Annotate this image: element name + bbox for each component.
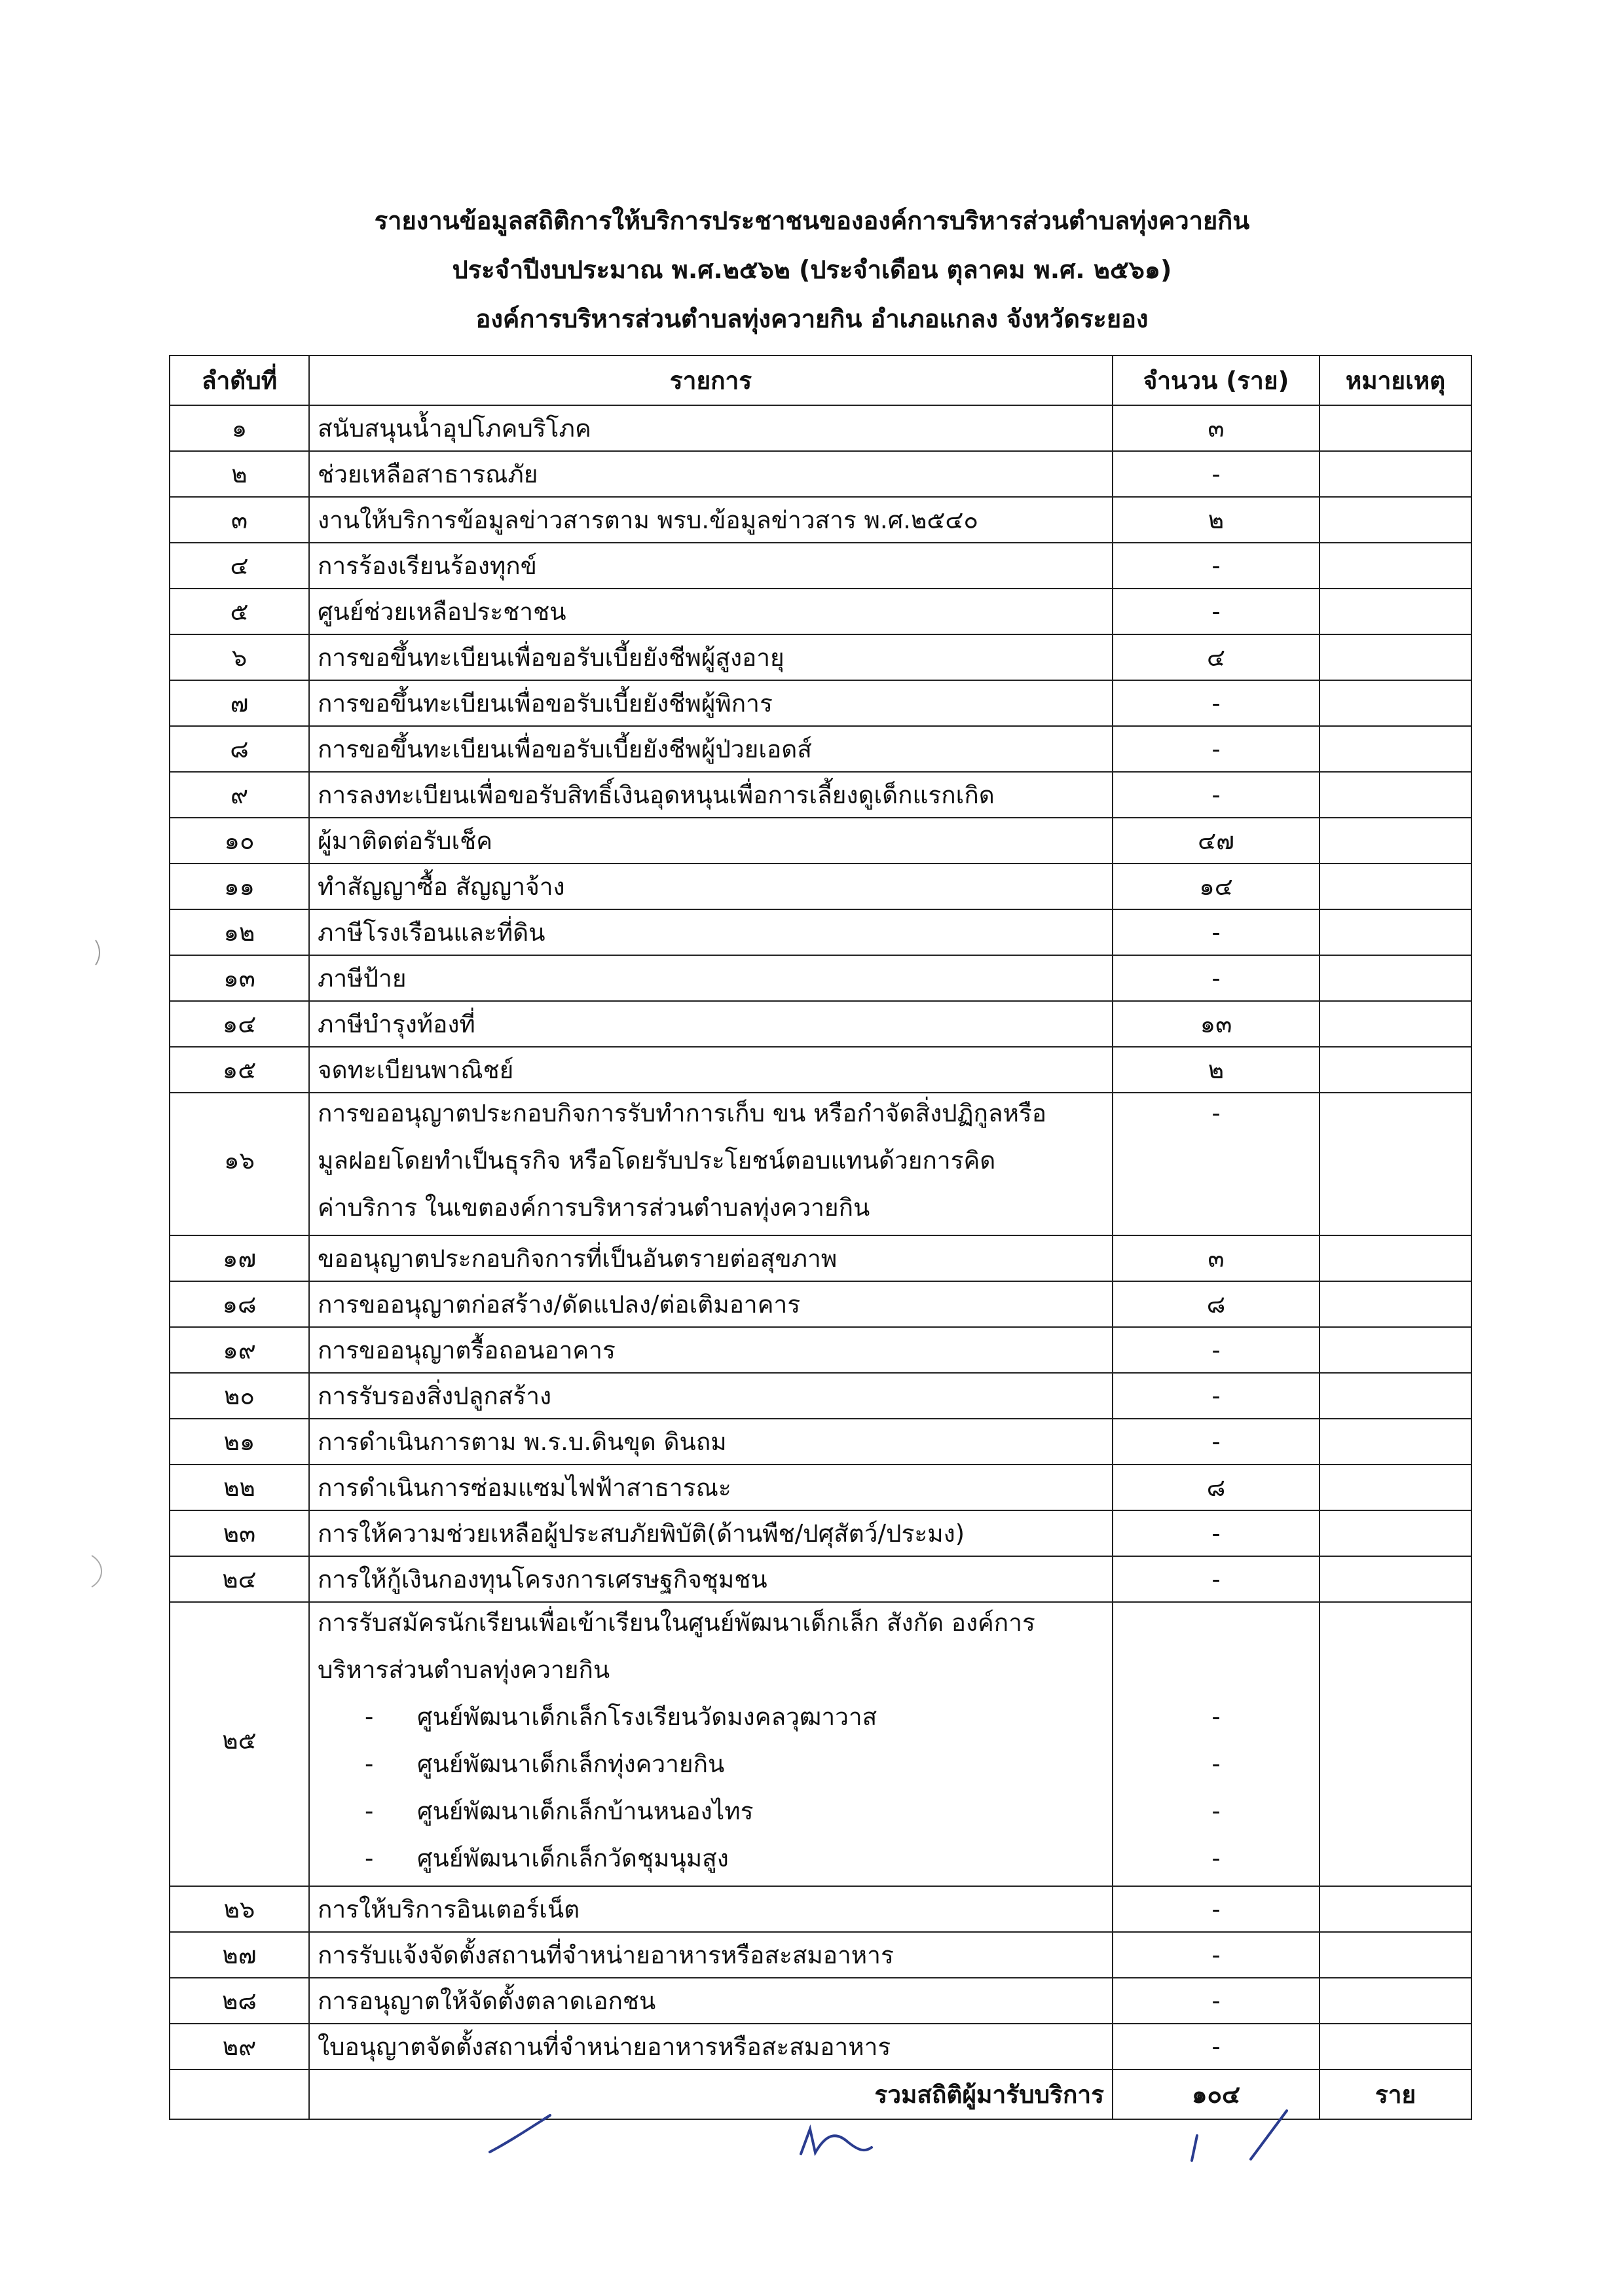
sub-item [318, 1744, 1104, 1791]
row-note [1320, 1327, 1471, 1373]
row-count: - [1113, 680, 1320, 726]
row-item: การดำเนินการตาม พ.ร.บ.ดินขุด ดินถม [309, 1419, 1113, 1465]
row-count: - [1113, 1510, 1320, 1556]
row-item: การให้บริการอินเตอร์เน็ต [309, 1886, 1113, 1932]
table-row [170, 1047, 1471, 1093]
column-header-count: จำนวน (ราย) [1113, 355, 1320, 405]
table-row [170, 1001, 1471, 1047]
sub-item-bullet: - [365, 1703, 374, 1731]
row-number: ๑๙ [170, 1327, 309, 1373]
table-row [170, 1093, 1471, 1235]
scan-edge-mark [92, 936, 105, 969]
total-label: รวมสถิติผู้มารับบริการ [309, 2069, 1113, 2119]
table-row [170, 543, 1471, 589]
row-item: การดำเนินการซ่อมแซมไฟฟ้าสาธารณะ [309, 1465, 1113, 1510]
row-item: ทำสัญญาซื้อ สัญญาจ้าง [309, 864, 1113, 909]
row-note [1320, 451, 1471, 497]
table-row [170, 818, 1471, 864]
row-item-line: มูลฝอยโดยทำเป็นธุรกิจ หรือโดยรับประโยชน์ตอบแทนด้วยการคิด [318, 1146, 996, 1175]
row-number-text: ๒๕ [222, 1726, 257, 1755]
table-row [170, 909, 1471, 955]
row-count: ๘ [1113, 1465, 1320, 1510]
row-count: ๔ [1113, 634, 1320, 680]
row-note [1320, 1093, 1471, 1235]
row-number: ๒ [170, 451, 309, 497]
row-number: ๑๕ [170, 1047, 309, 1093]
row-item: การขออนุญาตรื้อถอนอาคาร [309, 1327, 1113, 1373]
row-number: ๑๑ [170, 864, 309, 909]
sub-item-label: ศูนย์พัฒนาเด็กเล็กบ้านหนองไทร [417, 1797, 754, 1825]
row-item: การขออนุญาตก่อสร้าง/ดัดแปลง/ต่อเติมอาคาร [309, 1281, 1113, 1327]
row-number: ๑ [170, 405, 309, 451]
row-note [1320, 1373, 1471, 1419]
row-count-line [1121, 1188, 1311, 1235]
row-number [170, 1093, 309, 1235]
row-note [1320, 497, 1471, 543]
row-count: ๔๗ [1113, 818, 1320, 864]
table-row [170, 2024, 1471, 2069]
row-item-line: การรับสมัครนักเรียนเพื่อเข้าเรียนในศูนย์พัฒนาเด็กเล็ก สังกัด องค์การ [318, 1609, 1035, 1637]
table-header-row [170, 355, 1471, 405]
table-row [170, 680, 1471, 726]
table-row [170, 1235, 1471, 1281]
row-count: - [1113, 1886, 1320, 1932]
row-count: - [1113, 1373, 1320, 1419]
row-count: - [1113, 451, 1320, 497]
row-item: การลงทะเบียนเพื่อขอรับสิทธิ์เงินอุดหนุนเพื่อการเลี้ยงดูเด็กแรกเกิด [309, 772, 1113, 818]
row-note [1320, 1419, 1471, 1465]
row-item-line: ค่าบริการ ในเขตองค์การบริหารส่วนตำบลทุ่งควายกิน [318, 1194, 870, 1222]
row-count: - [1113, 589, 1320, 634]
row-count [1113, 1602, 1320, 1886]
sub-item [318, 1697, 1104, 1744]
row-number: ๑๐ [170, 818, 309, 864]
row-number: ๒๓ [170, 1510, 309, 1556]
row-number: ๒๐ [170, 1373, 309, 1419]
total-value: ๑๐๔ [1113, 2069, 1320, 2119]
row-item [309, 1602, 1113, 1886]
row-note [1320, 1047, 1471, 1093]
sub-item-label: ศูนย์พัฒนาเด็กเล็กวัดชุมนุมสูง [417, 1844, 729, 1872]
row-note [1320, 1281, 1471, 1327]
row-item: ศูนย์ช่วยเหลือประชาชน [309, 589, 1113, 634]
row-number: ๒๑ [170, 1419, 309, 1465]
row-count [1113, 1093, 1320, 1235]
sub-item [318, 1838, 1104, 1886]
row-note [1320, 1886, 1471, 1932]
row-count: - [1113, 772, 1320, 818]
report-period: ประจำปีงบประมาณ พ.ศ.๒๕๖๒ (ประจำเดือน ตุลาคม พ.ศ. ๒๕๖๑) [452, 255, 1172, 284]
row-item: การร้องเรียนร้องทุกข์ [309, 543, 1113, 589]
row-item: การให้ความช่วยเหลือผู้ประสบภัยพิบัติ(ด้านพืช/ปศุสัตว์/ประมง) [309, 1510, 1113, 1556]
row-number: ๒๘ [170, 1978, 309, 2024]
row-number [170, 1602, 309, 1886]
table-row [170, 1978, 1471, 2024]
row-count-line [1121, 1650, 1311, 1697]
statistics-table [169, 355, 1472, 2120]
column-header-note: หมายเหตุ [1320, 355, 1471, 405]
table-row [170, 451, 1471, 497]
total-row [170, 2069, 1471, 2119]
sub-item-count: - [1211, 1703, 1221, 1731]
sub-item-bullet: - [365, 1797, 374, 1825]
sub-item-label: ศูนย์พัฒนาเด็กเล็กทุ่งควายกิน [417, 1750, 725, 1778]
row-number: ๘ [170, 726, 309, 772]
scan-edge-mark [85, 1552, 111, 1591]
table-row [170, 1556, 1471, 1602]
row-note [1320, 1602, 1471, 1886]
sub-item-count: - [1211, 1797, 1221, 1825]
row-count: - [1113, 1327, 1320, 1373]
sub-item-count: - [1211, 1750, 1221, 1778]
row-item: งานให้บริการข้อมูลข่าวสารตาม พรบ.ข้อมูลข่าวสาร พ.ศ.๒๕๔๐ [309, 497, 1113, 543]
row-number-text: ๑๖ [224, 1146, 255, 1175]
table-row [170, 1281, 1471, 1327]
table-row [170, 1932, 1471, 1978]
report-title: รายงานข้อมูลสถิติการให้บริการประชาชนขององค์การบริหารส่วนตำบลทุ่งควายกิน [374, 206, 1250, 235]
row-note [1320, 1556, 1471, 1602]
row-note [1320, 864, 1471, 909]
table-row [170, 634, 1471, 680]
row-count-line [1121, 1603, 1311, 1650]
row-item: สนับสนุนน้ำอุปโภคบริโภค [309, 405, 1113, 451]
row-number: ๑๗ [170, 1235, 309, 1281]
row-count: - [1113, 1556, 1320, 1602]
table-row [170, 1465, 1471, 1510]
row-item: การรับแจ้งจัดตั้งสถานที่จำหน่ายอาหารหรือสะสมอาหาร [309, 1932, 1113, 1978]
row-number: ๒๖ [170, 1886, 309, 1932]
row-note [1320, 589, 1471, 634]
row-item-line: การขออนุญาตประกอบกิจการรับทำการเก็บ ขน หรือกำจัดสิ่งปฏิกูลหรือ [318, 1099, 1047, 1127]
row-number: ๑๓ [170, 955, 309, 1001]
row-number: ๕ [170, 589, 309, 634]
row-count: - [1113, 726, 1320, 772]
row-number: ๓ [170, 497, 309, 543]
row-count: - [1113, 1978, 1320, 2024]
table-row [170, 1327, 1471, 1373]
row-item: ภาษีป้าย [309, 955, 1113, 1001]
row-item [309, 1093, 1113, 1235]
table-row [170, 1419, 1471, 1465]
table-row [170, 864, 1471, 909]
row-count: ๓ [1113, 405, 1320, 451]
row-note [1320, 955, 1471, 1001]
table-row [170, 589, 1471, 634]
row-item: ภาษีบำรุงท้องที่ [309, 1001, 1113, 1047]
sub-item [318, 1791, 1104, 1838]
table-row [170, 772, 1471, 818]
row-item: ขออนุญาตประกอบกิจการที่เป็นอันตรายต่อสุขภาพ [309, 1235, 1113, 1281]
row-note [1320, 1001, 1471, 1047]
row-note [1320, 1978, 1471, 2024]
row-note [1320, 1235, 1471, 1281]
total-unit: ราย [1320, 2069, 1471, 2119]
row-count: - [1113, 1419, 1320, 1465]
row-count: - [1113, 909, 1320, 955]
row-note [1320, 405, 1471, 451]
row-note [1320, 2024, 1471, 2069]
row-note [1320, 726, 1471, 772]
row-note [1320, 1510, 1471, 1556]
row-number: ๗ [170, 680, 309, 726]
row-number: ๒๙ [170, 2024, 309, 2069]
row-note [1320, 818, 1471, 864]
row-item: การขอขึ้นทะเบียนเพื่อขอรับเบี้ยยังชีพผู้ป่วยเอดส์ [309, 726, 1113, 772]
row-item: ใบอนุญาตจัดตั้งสถานที่จำหน่ายอาหารหรือสะสมอาหาร [309, 2024, 1113, 2069]
total-empty-cell [170, 2069, 309, 2119]
report-header [0, 196, 1624, 344]
row-count: ๒ [1113, 497, 1320, 543]
row-note [1320, 909, 1471, 955]
table-row [170, 1886, 1471, 1932]
row-note [1320, 1465, 1471, 1510]
sub-item-count: - [1211, 1844, 1221, 1872]
sub-item-bullet: - [365, 1750, 374, 1778]
row-number: ๙ [170, 772, 309, 818]
row-item: ภาษีโรงเรือนและที่ดิน [309, 909, 1113, 955]
row-note [1320, 680, 1471, 726]
row-count: - [1113, 543, 1320, 589]
row-number: ๒๔ [170, 1556, 309, 1602]
row-count: ๑๓ [1113, 1001, 1320, 1047]
row-count: ๒ [1113, 1047, 1320, 1093]
table-row [170, 1373, 1471, 1419]
row-item-line: บริหารส่วนตำบลทุ่งควายกิน [318, 1656, 610, 1684]
row-count: ๓ [1113, 1235, 1320, 1281]
row-count: ๑๔ [1113, 864, 1320, 909]
row-item: การอนุญาตให้จัดตั้งตลาดเอกชน [309, 1978, 1113, 2024]
table-body [170, 405, 1471, 2069]
row-item: ผู้มาติดต่อรับเช็ค [309, 818, 1113, 864]
column-header-number: ลำดับที่ [170, 355, 309, 405]
row-count: - [1113, 955, 1320, 1001]
row-note [1320, 1932, 1471, 1978]
row-count: ๘ [1113, 1281, 1320, 1327]
table-row [170, 1510, 1471, 1556]
table-row [170, 955, 1471, 1001]
row-item: การขอขึ้นทะเบียนเพื่อขอรับเบี้ยยังชีพผู้สูงอายุ [309, 634, 1113, 680]
row-number: ๑๒ [170, 909, 309, 955]
row-number: ๑๔ [170, 1001, 309, 1047]
row-number: ๑๘ [170, 1281, 309, 1327]
sub-item-bullet: - [365, 1844, 374, 1872]
row-count: - [1113, 2024, 1320, 2069]
report-organization: องค์การบริหารส่วนตำบลทุ่งควายกิน อำเภอแกลง จังหวัดระยอง [475, 304, 1149, 333]
sub-item-label: ศูนย์พัฒนาเด็กเล็กโรงเรียนวัดมงคลวุฒาวาส [417, 1703, 877, 1731]
row-item: จดทะเบียนพาณิชย์ [309, 1047, 1113, 1093]
table-row [170, 1602, 1471, 1886]
row-number: ๔ [170, 543, 309, 589]
row-item: การรับรองสิ่งปลูกสร้าง [309, 1373, 1113, 1419]
table-row [170, 405, 1471, 451]
row-item: ช่วยเหลือสาธารณภัย [309, 451, 1113, 497]
row-number: ๒๒ [170, 1465, 309, 1510]
row-count-line: - [1211, 1099, 1221, 1127]
row-count-line [1121, 1140, 1311, 1188]
row-note [1320, 543, 1471, 589]
row-note [1320, 634, 1471, 680]
signature-initials-mark [796, 2116, 874, 2162]
table-row [170, 497, 1471, 543]
row-item: การขอขึ้นทะเบียนเพื่อขอรับเบี้ยยังชีพผู้พิการ [309, 680, 1113, 726]
column-header-item: รายการ [309, 355, 1113, 405]
row-note [1320, 772, 1471, 818]
row-count: - [1113, 1932, 1320, 1978]
row-number: ๖ [170, 634, 309, 680]
row-item: การให้กู้เงินกองทุนโครงการเศรษฐกิจชุมชน [309, 1556, 1113, 1602]
row-number: ๒๗ [170, 1932, 309, 1978]
table-row [170, 726, 1471, 772]
